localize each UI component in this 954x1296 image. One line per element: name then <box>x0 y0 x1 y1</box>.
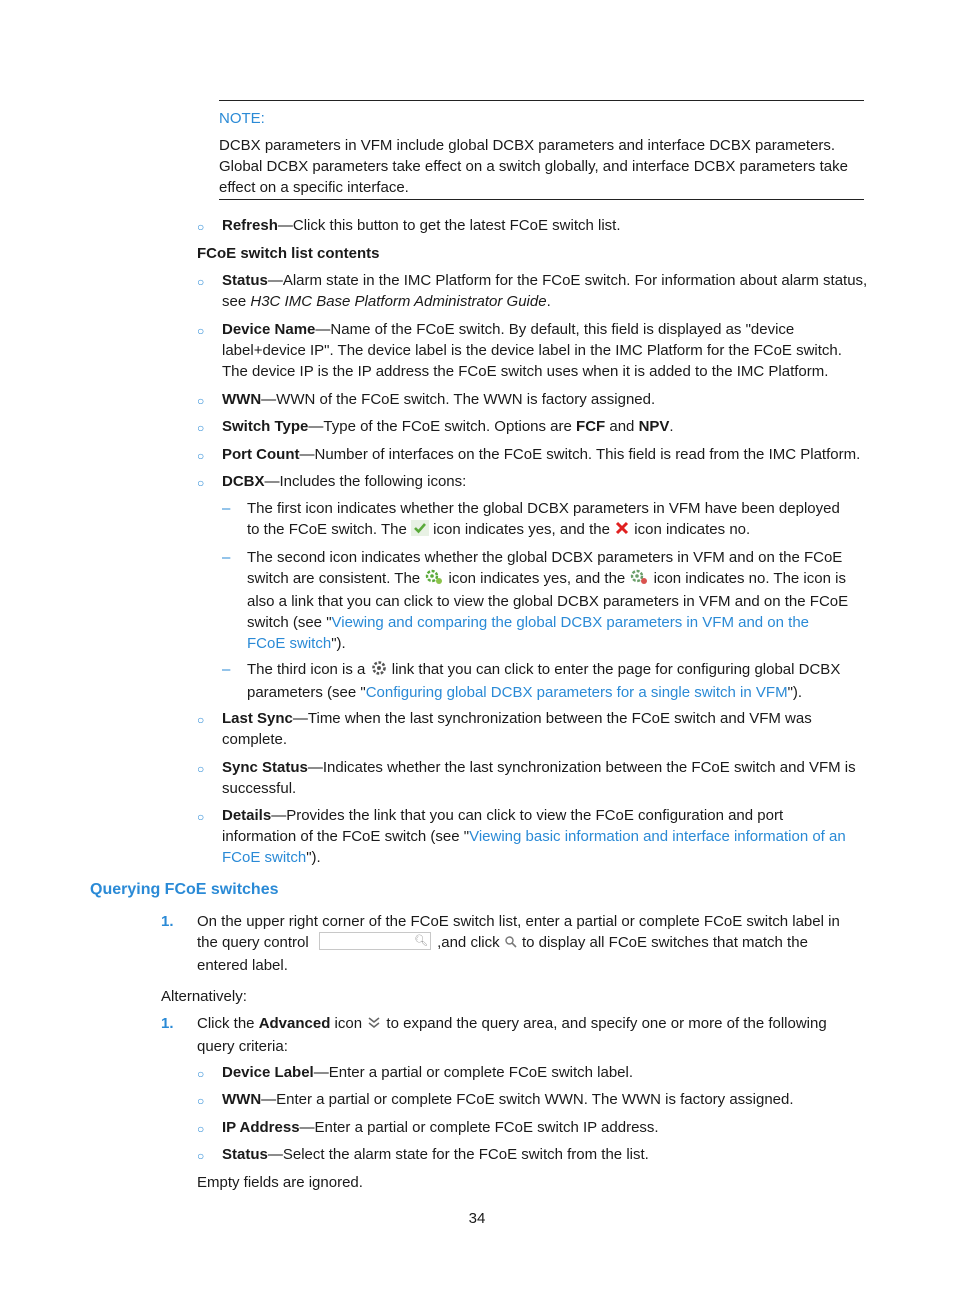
description: —Number of interfaces on the FCoE switch. This field is read from the IMC Platform. <box>299 446 861 463</box>
bullet-icon: ○ <box>197 449 205 463</box>
alternatively-text: Alternatively: <box>161 988 247 1005</box>
bullet-icon: ○ <box>197 762 205 776</box>
dcbx-first-icon-item <box>247 498 840 542</box>
description: Click the <box>197 1015 259 1032</box>
description: —Provides the link that you can click to view the FCoE configuration and port <box>271 807 784 824</box>
description: —WWN of the FCoE switch. The WWN is factory assigned. <box>261 391 656 408</box>
description: successful. <box>222 780 297 797</box>
description: —Includes the following icons: <box>264 473 467 490</box>
switch-type-item <box>222 416 674 437</box>
description: and <box>605 418 639 435</box>
option-npv: NPV <box>638 418 670 435</box>
step-number: 1. <box>161 1015 174 1032</box>
description: icon indicates yes, and the <box>448 570 630 587</box>
page-number: 34 <box>468 1210 486 1227</box>
description: —Indicates whether the last synchronization between the FCoE switch and VFM is <box>307 759 856 776</box>
description: The second icon indicates whether the global DCBX parameters in VFM and on the FCoE <box>247 549 843 566</box>
search-icon[interactable] <box>504 934 518 955</box>
description: label+device IP". The device label is the device label in the IMC Platform for the FCoE switch. <box>222 342 842 359</box>
dash-icon: – <box>222 500 231 517</box>
viewing-basic-info-link[interactable]: Viewing basic information and interface information of an <box>469 828 846 845</box>
bullet-icon: ○ <box>197 394 205 408</box>
description: . <box>546 293 551 310</box>
description: . <box>669 418 674 435</box>
sync-consistent-icon[interactable] <box>424 569 444 591</box>
description: entered label. <box>197 957 288 974</box>
bullet-icon: ○ <box>197 275 205 289</box>
term: Last Sync <box>222 710 293 727</box>
description: to display all FCoE switches that match the <box>521 934 808 951</box>
description: ,and click <box>437 934 504 951</box>
criteria-wwn <box>222 1089 794 1110</box>
viewing-comparing-dcbx-link[interactable]: FCoE switch <box>247 635 332 652</box>
description: complete. <box>222 731 288 748</box>
bullet-icon: ○ <box>197 220 205 234</box>
dcbx-second-icon-item <box>247 547 848 654</box>
dash-icon: – <box>222 549 231 566</box>
term: Refresh <box>222 217 278 234</box>
term: WWN <box>222 391 262 408</box>
refresh-item <box>222 215 621 236</box>
description: query criteria: <box>197 1038 288 1055</box>
description: —Select the alarm state for the FCoE switch from the list. <box>267 1146 649 1163</box>
bullet-icon: ○ <box>197 1067 205 1081</box>
note-line: effect on a specific interface. <box>219 179 409 196</box>
description: —Enter a partial or complete FCoE switch WWN. The WWN is factory assigned. <box>261 1091 794 1108</box>
description: switch (see " <box>247 614 332 631</box>
term: Device Name <box>222 321 316 338</box>
query-input[interactable] <box>319 932 431 950</box>
bullet-icon: ○ <box>197 476 205 490</box>
search-icon: 🔍︎ <box>413 935 428 947</box>
port-count-item <box>222 444 860 465</box>
description: icon indicates no. The icon is <box>653 570 846 587</box>
step-advanced-query <box>197 1013 827 1057</box>
description: —Click this button to get the latest FCoE switch list. <box>277 217 621 234</box>
double-chevron-down-icon[interactable] <box>366 1015 382 1036</box>
term: Device Label <box>222 1064 314 1081</box>
gear-icon[interactable] <box>370 660 388 682</box>
check-icon <box>411 520 429 542</box>
dash-icon: – <box>222 661 231 678</box>
note-line: Global DCBX parameters take effect on a switch globally, and interface DCBX parameters take <box>219 158 848 175</box>
description: —Time when the last synchronization between the FCoE switch and VFM was <box>292 710 812 727</box>
description: information of the FCoE switch (see " <box>222 828 470 845</box>
term: Sync Status <box>222 759 308 776</box>
dcbx-item <box>222 471 466 492</box>
description: On the upper right corner of the FCoE switch list, enter a partial or complete FCoE switch label in <box>197 913 840 930</box>
description: icon <box>330 1015 367 1032</box>
term: Details <box>222 807 272 824</box>
cross-icon <box>614 520 630 542</box>
description: —Enter a partial or complete FCoE switch IP address. <box>299 1119 659 1136</box>
description: icon indicates yes, and the <box>433 521 615 538</box>
term: DCBX <box>222 473 265 490</box>
description: also a link that you can click to view the global DCBX parameters in VFM and on the FCoE <box>247 593 849 610</box>
description: "). <box>306 849 321 866</box>
guide-title: H3C IMC Base Platform Administrator Guide <box>250 293 547 310</box>
criteria-device-label <box>222 1062 633 1083</box>
details-item <box>222 805 846 868</box>
term: Switch Type <box>222 418 309 435</box>
term: IP Address <box>222 1119 300 1136</box>
viewing-basic-info-link[interactable]: FCoE switch <box>222 849 307 866</box>
sync-status-item <box>222 757 856 799</box>
description: see <box>222 293 251 310</box>
note-text <box>219 135 864 198</box>
description: The device IP is the IP address the FCoE switch uses when it is added to the IMC Platform. <box>222 363 829 380</box>
description: —Enter a partial or complete FCoE switch label. <box>313 1064 634 1081</box>
bullet-icon: ○ <box>197 713 205 727</box>
term: Advanced <box>258 1015 331 1032</box>
description: switch are consistent. The <box>247 570 425 587</box>
bullet-icon: ○ <box>197 1149 205 1163</box>
step-number: 1. <box>161 913 174 930</box>
description: "). <box>787 684 803 701</box>
note-title: NOTE: <box>219 110 265 127</box>
term: Status <box>222 1146 268 1163</box>
criteria-status <box>222 1144 649 1165</box>
last-sync-item <box>222 708 812 750</box>
description: to the FCoE switch. The <box>247 521 411 538</box>
step-query-control <box>197 911 840 976</box>
bullet-icon: ○ <box>197 1094 205 1108</box>
viewing-comparing-dcbx-link[interactable]: Viewing and comparing the global DCBX parameters in VFM and on the <box>331 614 810 631</box>
bullet-icon: ○ <box>197 421 205 435</box>
wwn-item <box>222 389 655 410</box>
section-heading: Querying FCoE switches <box>90 881 279 898</box>
description: icon indicates no. <box>634 521 751 538</box>
sync-inconsistent-icon[interactable] <box>629 569 649 591</box>
description: The third icon is a <box>247 661 370 678</box>
term: WWN <box>222 1091 262 1108</box>
list-heading: FCoE switch list contents <box>197 245 380 262</box>
description: —Alarm state in the IMC Platform for the FCoE switch. For information about alarm status, <box>267 272 868 289</box>
note-line: DCBX parameters in VFM include global DCBX parameters and interface DCBX parameters. <box>219 137 836 154</box>
description: —Type of the FCoE switch. Options are <box>308 418 577 435</box>
description: "). <box>331 635 346 652</box>
description: parameters (see " <box>247 684 366 701</box>
status-item <box>222 270 867 312</box>
bullet-icon: ○ <box>197 1122 205 1136</box>
dcbx-third-icon-item <box>247 659 840 703</box>
description: the query control <box>197 934 313 951</box>
description: The first icon indicates whether the global DCBX parameters in VFM have been deployed <box>247 500 840 517</box>
description: to expand the query area, and specify one or more of the following <box>386 1015 827 1032</box>
bullet-icon: ○ <box>197 324 205 338</box>
bullet-icon: ○ <box>197 810 205 824</box>
term: Status <box>222 272 268 289</box>
configuring-dcbx-link[interactable]: Configuring global DCBX parameters for a single switch in VFM <box>365 684 788 701</box>
term: Port Count <box>222 446 300 463</box>
option-fcf: FCF <box>576 418 606 435</box>
criteria-ip-address <box>222 1117 659 1138</box>
description: —Name of the FCoE switch. By default, this field is displayed as "device <box>315 321 795 338</box>
description: link that you can click to enter the page for configuring global DCBX <box>391 661 841 678</box>
empty-fields-note: Empty fields are ignored. <box>197 1174 363 1191</box>
device-name-item <box>222 319 842 382</box>
